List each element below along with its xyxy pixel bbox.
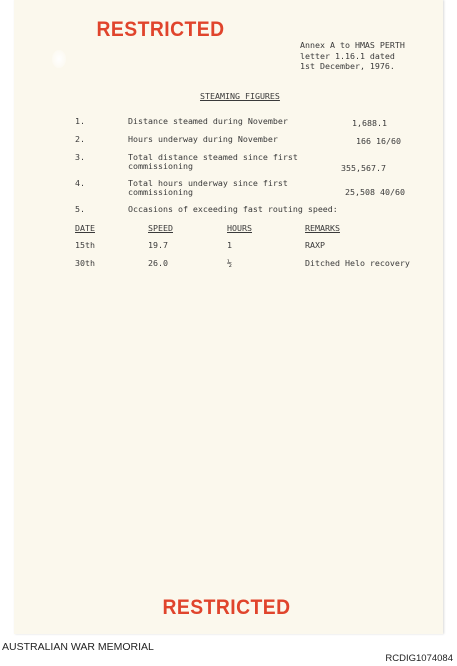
table-cell-speed: 26.0 bbox=[148, 258, 168, 268]
item-number: 3. bbox=[75, 152, 85, 162]
item-label: Occasions of exceeding fast routing speed: bbox=[128, 204, 338, 214]
paper-smudge bbox=[52, 50, 66, 68]
item-value: 1,688.1 bbox=[352, 118, 387, 128]
item-value: 355,567.7 bbox=[341, 163, 386, 173]
restricted-stamp-top: RESTRICTED bbox=[96, 18, 225, 41]
item-number: 2. bbox=[75, 134, 85, 144]
item-label: Total hours underway since first bbox=[128, 178, 288, 188]
table-header-date: DATE bbox=[75, 223, 95, 233]
table-cell-date: 15th bbox=[75, 240, 95, 250]
table-cell-remarks: Ditched Helo recovery bbox=[305, 258, 410, 268]
table-cell-hours: ½ bbox=[227, 258, 232, 268]
restricted-stamp-bottom: RESTRICTED bbox=[162, 596, 291, 619]
archive-credit: AUSTRALIAN WAR MEMORIAL bbox=[2, 641, 154, 653]
document-page bbox=[14, 0, 443, 634]
table-cell-speed: 19.7 bbox=[148, 240, 168, 250]
table-cell-remarks: RAXP bbox=[305, 240, 325, 250]
item-label: Hours underway during November bbox=[128, 134, 278, 144]
annex-reference bbox=[300, 40, 405, 72]
table-cell-date: 30th bbox=[75, 258, 95, 268]
annex-line-2: letter 1.16.1 dated bbox=[300, 50, 395, 61]
annex-line-3: 1st December, 1976. bbox=[300, 61, 395, 71]
item-value: 166 16/60 bbox=[356, 136, 401, 146]
table-header-remarks: REMARKS bbox=[305, 223, 340, 233]
item-label-continued: commissioning bbox=[128, 161, 193, 171]
item-value: 25,508 40/60 bbox=[345, 187, 405, 197]
item-label: Total distance steamed since first bbox=[128, 152, 298, 162]
item-number: 4. bbox=[75, 178, 85, 188]
table-cell-hours: 1 bbox=[227, 240, 232, 250]
table-header-hours: HOURS bbox=[227, 223, 252, 233]
item-label-continued: commissioning bbox=[128, 187, 193, 197]
document-heading: STEAMING FIGURES bbox=[200, 91, 280, 101]
item-number: 1. bbox=[75, 116, 85, 126]
archive-id: RCDIG1074084 bbox=[385, 653, 453, 664]
item-number: 5. bbox=[75, 204, 85, 214]
annex-line-1: Annex A to HMAS PERTH bbox=[300, 40, 405, 50]
table-header-speed: SPEED bbox=[148, 223, 173, 233]
item-label: Distance steamed during November bbox=[128, 116, 288, 126]
